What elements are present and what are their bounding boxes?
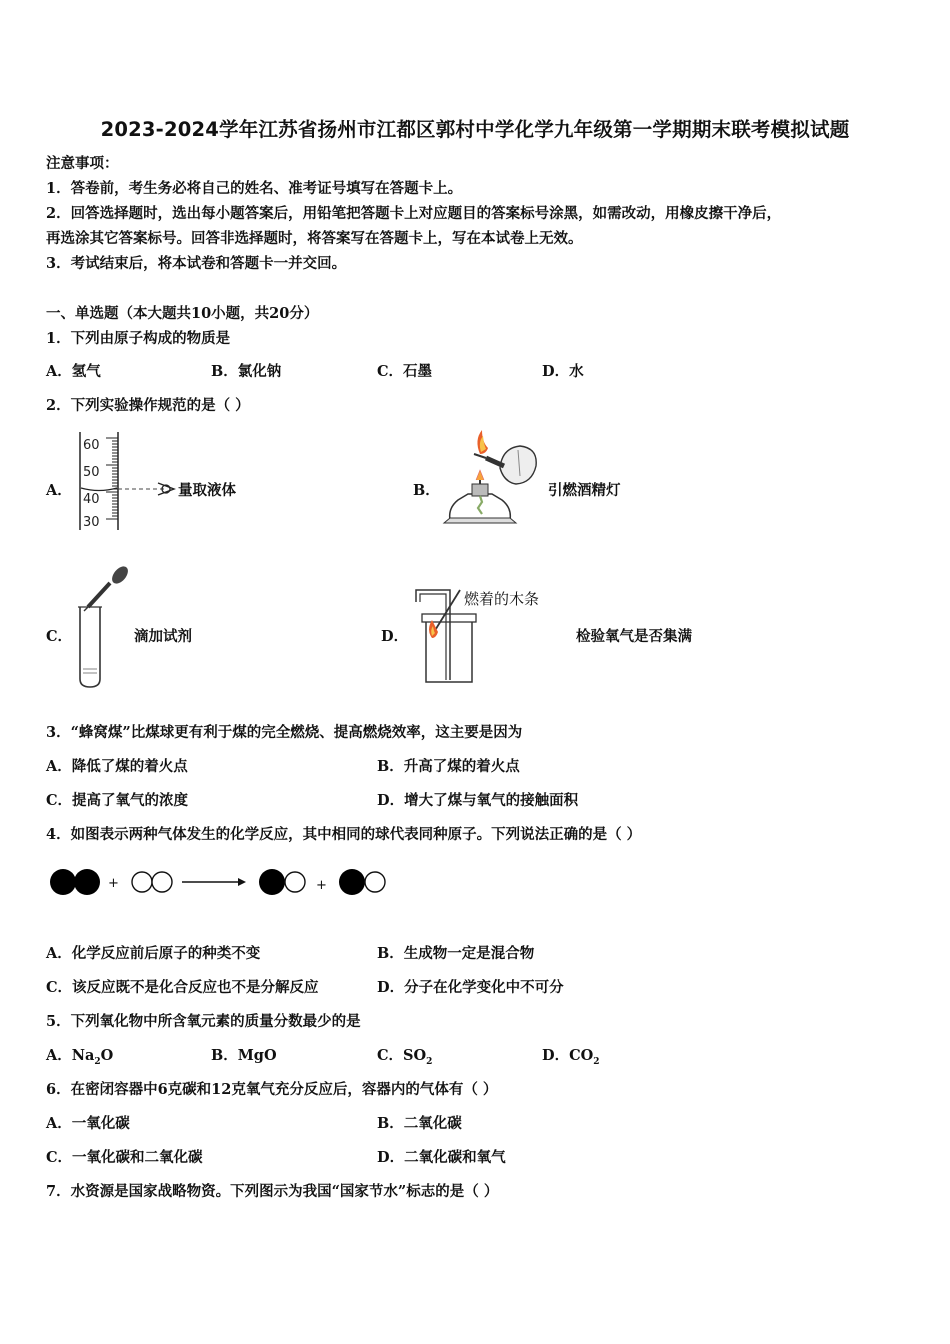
q2-option-b-text: 引燃酒精灯 — [548, 482, 621, 499]
q1-option-b: B．氯化钠 — [211, 363, 282, 380]
q5-option-a: A．$Na_2O$ — [46, 1047, 114, 1067]
notice-item-3: 3．考试结束后，将本试卷和答题卡一并交回。 — [46, 255, 347, 272]
cylinder-tick-50: 50 — [83, 465, 100, 480]
notice-heading: 注意事项： — [46, 155, 119, 172]
q1-option-a: A．氢气 — [46, 363, 101, 380]
page-title: 2023-2024学年江苏省扬州市江都区郭村中学化学九年级第一学期期末联考模拟试题 — [100, 118, 850, 141]
q4-option-c: C．该反应既不是化合反应也不是分解反应 — [46, 979, 319, 996]
q6-option-d: D．二氧化碳和氧气 — [377, 1149, 506, 1166]
alcohol-lamp-figure — [440, 428, 544, 532]
q6-option-c: C．一氧化碳和二氧化碳 — [46, 1149, 203, 1166]
notice-item-2a: 2．回答选择题时，选出每小题答案后，用铅笔把答题卡上对应题目的答案标号涂黑，如需改动，用橡皮擦干净后， — [46, 205, 782, 222]
q2-option-b-letter: B． — [413, 482, 440, 499]
q6-option-a: A．一氧化碳 — [46, 1115, 130, 1132]
cylinder-tick-60: 60 — [83, 438, 100, 453]
q3-stem: 3．“蜂窝煤”比煤球更有利于煤的完全燃烧、提高燃烧效率，这主要是因为 — [46, 724, 523, 741]
q7-stem: 7．水资源是国家战略物资。下列图示为我国“国家节水”标志的是（ ） — [46, 1183, 499, 1200]
q5-option-b: B．MgO — [211, 1047, 277, 1064]
q5-option-d: D．$CO_2$ — [542, 1047, 600, 1067]
notice-item-1: 1．答卷前，考生务必将自己的姓名、准考证号填写在答题卡上。 — [46, 180, 463, 197]
cylinder-tick-30: 30 — [83, 515, 100, 530]
q4-option-d: D．分子在化学变化中不可分 — [377, 979, 564, 996]
q5-option-c: C．$SO_2$ — [377, 1047, 433, 1067]
q4-option-b: B．生成物一定是混合物 — [377, 945, 535, 962]
dropper-tube-figure — [70, 565, 136, 691]
q1-stem: 1．下列由原子构成的物质是 — [46, 330, 231, 347]
q1-option-c: C．石墨 — [377, 363, 433, 380]
q2-option-d-text: 检验氧气是否集满 — [576, 628, 692, 645]
q2-option-d-letter: D． — [381, 628, 409, 645]
burning-stick-label: 燃着的木条 — [464, 590, 540, 608]
cylinder-tick-40: 40 — [83, 492, 100, 507]
q4-stem: 4．如图表示两种气体发生的化学反应，其中相同的球代表同种原子。下列说法正确的是（ ） — [46, 826, 642, 843]
q3-option-d: D．增大了煤与氧气的接触面积 — [377, 792, 579, 809]
molecule-reaction-figure — [46, 864, 396, 902]
oxygen-test-figure — [412, 582, 572, 688]
q2-option-a-letter: A． — [46, 482, 72, 499]
q2-option-a-text: 量取液体 — [178, 482, 236, 499]
q2-option-c-text: 滴加试剂 — [134, 628, 192, 645]
q2-stem: 2．下列实验操作规范的是（ ） — [46, 397, 250, 414]
section-heading: 一、单选题（本大题共10小题，共20分） — [46, 305, 319, 322]
notice-item-2b: 再选涂其它答案标号。回答非选择题时，将答案写在答题卡上，写在本试卷上无效。 — [46, 230, 583, 247]
q1-option-d: D．水 — [542, 363, 584, 380]
q6-option-b: B．二氧化碳 — [377, 1115, 462, 1132]
q3-option-b: B．升高了煤的着火点 — [377, 758, 520, 775]
q4-option-a: A．化学反应前后原子的种类不变 — [46, 945, 261, 962]
q3-option-c: C．提高了氧气的浓度 — [46, 792, 189, 809]
q2-option-c-letter: C． — [46, 628, 73, 645]
reaction-plus-left: + — [108, 876, 119, 891]
graduated-cylinder-figure — [74, 430, 184, 532]
q5-stem: 5．下列氧化物中所含氧元素的质量分数最少的是 — [46, 1013, 361, 1030]
q6-stem: 6．在密闭容器中6克碳和12克氧气充分反应后，容器内的气体有（ ） — [46, 1081, 498, 1098]
reaction-plus-right: + — [316, 878, 327, 893]
q3-option-a: A．降低了煤的着火点 — [46, 758, 188, 775]
